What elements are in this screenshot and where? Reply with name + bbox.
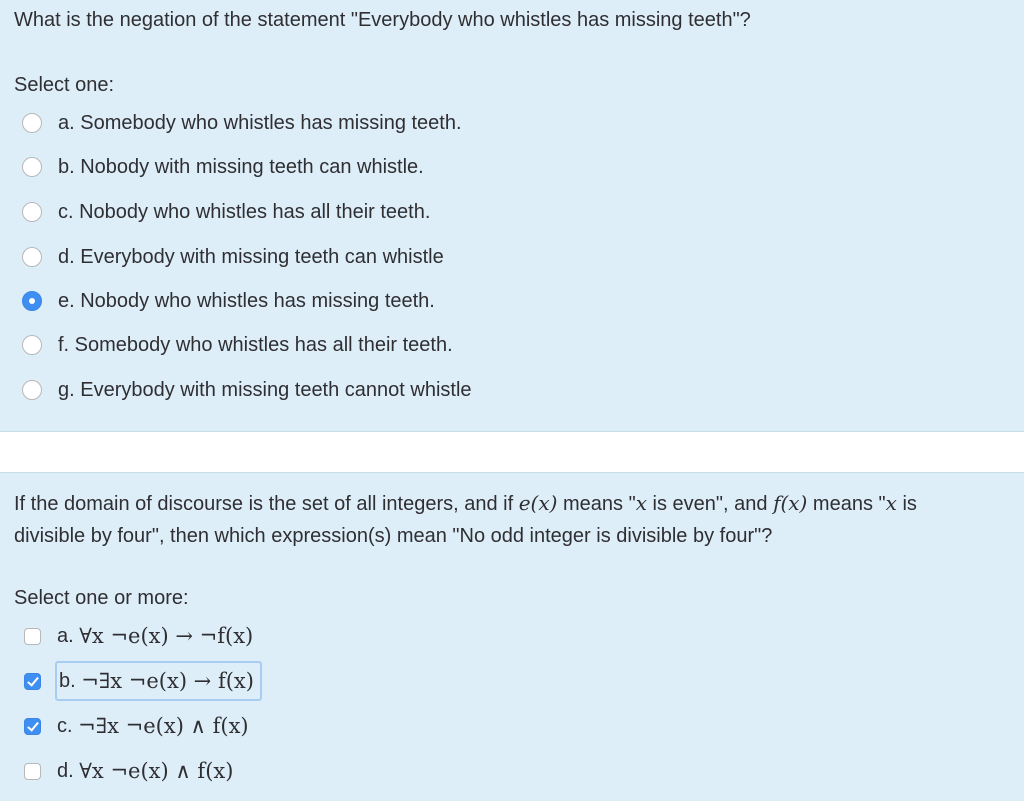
option-d-label: d. Everybody with missing teeth can whistle — [58, 245, 444, 268]
option-2-c-letter: c. — [57, 714, 73, 737]
option-b[interactable] — [22, 152, 424, 182]
option-2-b-letter: b. — [59, 669, 76, 692]
question-2-panel — [0, 473, 1024, 801]
option-a[interactable] — [22, 108, 462, 138]
radio-a[interactable] — [22, 113, 42, 133]
checkbox-c[interactable] — [24, 718, 41, 735]
question-2-text-part: If the domain of discourse is the set of all integers, and if — [14, 493, 519, 515]
option-2-a-letter: a. — [57, 624, 74, 647]
question-2-text-part: means " — [557, 493, 636, 515]
option-d[interactable] — [22, 242, 444, 272]
option-g-label: g. Everybody with missing teeth cannot whistle — [58, 378, 472, 401]
question-2-text-part: is even", and — [646, 493, 774, 515]
predicate-e: e(x) — [518, 491, 558, 515]
option-2-d-letter: d. — [57, 759, 74, 782]
question-1-prompt: Select one: — [14, 74, 115, 96]
radio-g[interactable] — [22, 380, 42, 400]
question-2-text-part: is — [896, 493, 917, 515]
option-2-d[interactable] — [22, 756, 233, 786]
question-2-prompt: Select one or more: — [14, 587, 189, 609]
option-f-label: f. Somebody who whistles has all their teeth. — [58, 333, 453, 356]
option-2-c[interactable] — [22, 711, 249, 741]
option-g[interactable] — [22, 375, 472, 405]
option-f[interactable] — [22, 330, 453, 360]
predicate-f: f(x) — [773, 491, 808, 515]
radio-b[interactable] — [22, 157, 42, 177]
option-b-label: b. Nobody with missing teeth can whistle. — [58, 155, 424, 178]
option-e[interactable] — [22, 286, 435, 316]
variable-x: x — [885, 491, 897, 515]
option-2-c-expression: ¬∃x ¬e(x) ∧ f(x) — [78, 714, 249, 738]
variable-x: x — [635, 491, 647, 515]
option-e-label: e. Nobody who whistles has missing teeth. — [58, 289, 435, 312]
option-2-a-expression: ∀x ¬e(x) → ¬f(x) — [79, 624, 254, 648]
option-2-b-focus-ring — [55, 661, 262, 701]
radio-c[interactable] — [22, 202, 42, 222]
option-c[interactable] — [22, 197, 430, 227]
checkbox-a[interactable] — [24, 628, 41, 645]
question-2-text — [14, 487, 1018, 552]
option-2-a[interactable] — [22, 621, 253, 651]
option-a-label: a. Somebody who whistles has missing teeth. — [58, 111, 462, 134]
divider-top — [0, 431, 1024, 432]
radio-d[interactable] — [22, 247, 42, 267]
radio-f[interactable] — [22, 335, 42, 355]
option-2-d-expression: ∀x ¬e(x) ∧ f(x) — [79, 759, 234, 783]
radio-e[interactable] — [22, 291, 42, 311]
option-c-label: c. Nobody who whistles has all their teeth. — [58, 200, 431, 223]
option-2-b-expression: ¬∃x ¬e(x) → f(x) — [81, 669, 254, 693]
question-2-text-line-2: divisible by four", then which expression(s) mean "No odd integer is divisible by four"? — [14, 525, 773, 547]
checkbox-b[interactable] — [24, 673, 41, 690]
option-2-b[interactable] — [22, 666, 262, 696]
checkbox-d[interactable] — [24, 763, 41, 780]
question-2-text-part: means " — [807, 493, 886, 515]
question-1-text: What is the negation of the statement "Everybody who whistles has missing teeth"? — [14, 9, 751, 31]
